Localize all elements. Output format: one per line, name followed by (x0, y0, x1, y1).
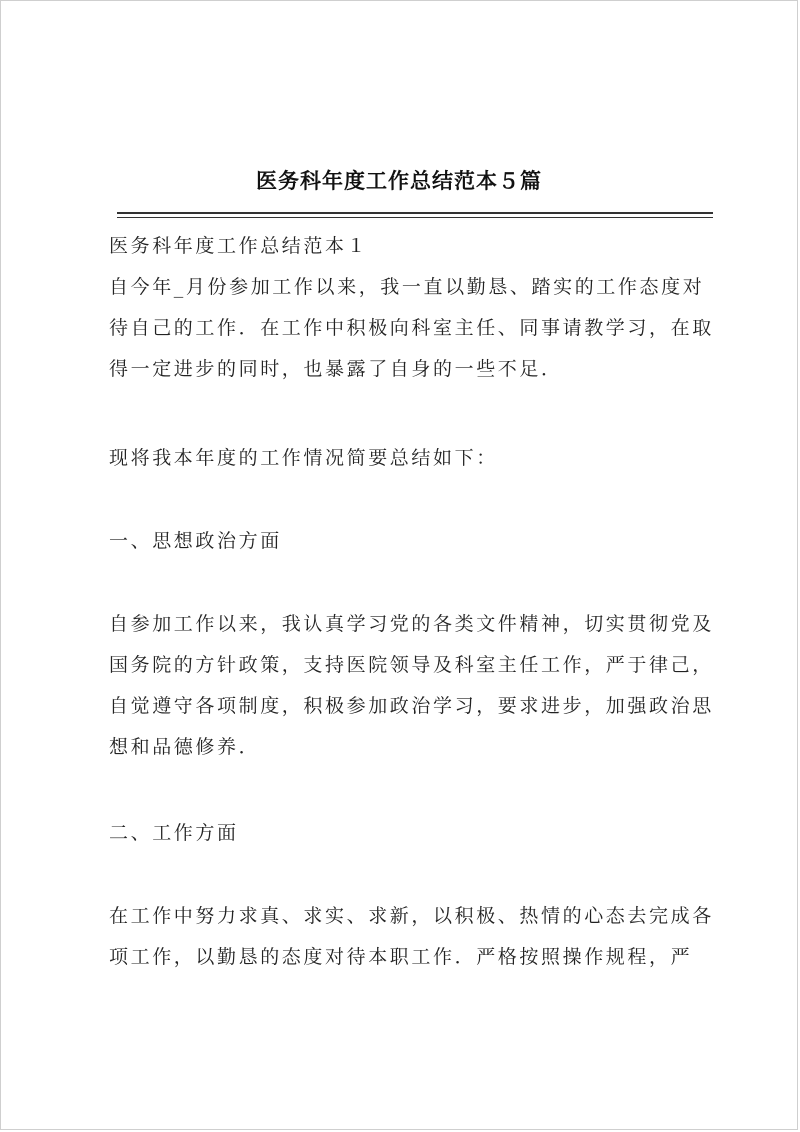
section-heading: 一、思想政治方面 (109, 530, 282, 552)
paragraph-line: 自参加工作以来，我认真学习党的各类文件精神，切实贯彻党及 (109, 613, 714, 635)
paragraph-line: 在工作中努力求真、求实、求新，以积极、热情的心态去完成各 (109, 905, 714, 927)
title-divider-thin (117, 217, 713, 218)
section-heading: 二、工作方面 (109, 822, 239, 844)
paragraph-line: 国务院的方针政策，支持医院领导及科室主任工作，严于律己， (109, 654, 714, 676)
paragraph-line: 自觉遵守各项制度，积极参加政治学习，要求进步，加强政治思 (109, 695, 714, 717)
paragraph-line: 待自己的工作．在工作中积极向科室主任、同事请教学习，在取 (109, 317, 714, 339)
document-title: 医务科年度工作总结范本５篇 (256, 168, 542, 193)
paragraph-line: 自今年_月份参加工作以来，我一直以勤恳、踏实的工作态度对 (109, 276, 705, 298)
paragraph-line: 项工作，以勤恳的态度对待本职工作．严格按照操作规程，严 (109, 946, 693, 968)
paragraph-line: 想和品德修养． (109, 736, 261, 758)
title-divider-thick (117, 212, 713, 214)
paragraph-line: 得一定进步的同时，也暴露了自身的一些不足． (109, 358, 563, 380)
section-heading: 医务科年度工作总结范本１ (109, 235, 369, 257)
paragraph-line: 现将我本年度的工作情况简要总结如下： (109, 447, 498, 469)
